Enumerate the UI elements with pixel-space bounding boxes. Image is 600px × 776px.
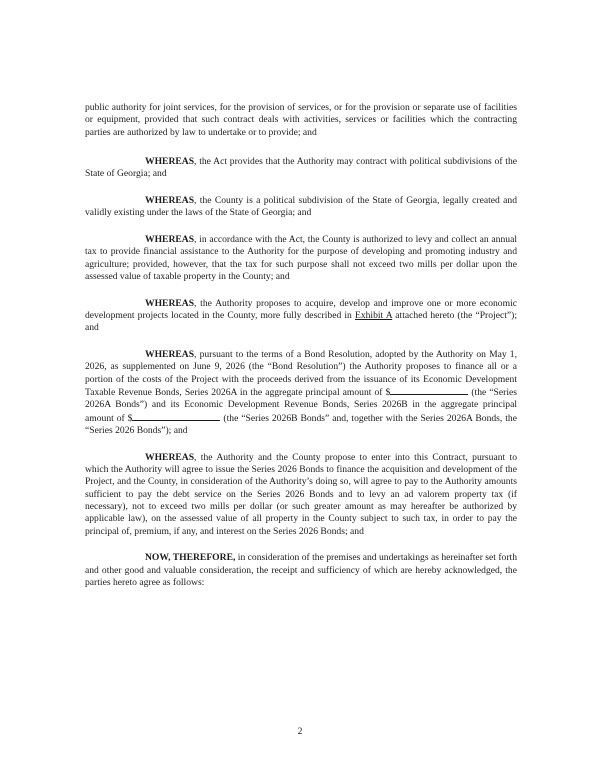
exhibit-a-reference: Exhibit A xyxy=(354,310,393,322)
paragraph-text: , in accordance with the Act, the County is authorized to levy and collect an annual tax to provide financial assistance to the Authority for the purpose of developing and promoting industry and agriculture; provided, however, that the tax for such purpose shall not exceed two mills per dollar upon the assessed value of taxable property in the County; and xyxy=(85,234,517,282)
paragraph-text: , pursuant to the terms of a Bond Resolution, adopted by the Authority on May 1, 2026, as supplemented on June 9, 2026 (the “Bond Resolution”) the Authority proposes to finance all or a portion of the costs of the Project with the proceeds derived from the issuance of its Economic Development Taxable Revenue Bonds, Series 2026A in the aggregate principal amount of $ xyxy=(85,349,517,399)
whereas-paragraph-contract-authority xyxy=(85,156,517,181)
paragraph-text: , the County is a political subdivision of the State of Georgia, legally created and validly existing under the laws of the State of Georgia; and xyxy=(85,194,517,219)
whereas-paragraph-project xyxy=(85,298,517,335)
now-therefore-paragraph xyxy=(85,552,517,589)
whereas-lead: WHEREAS xyxy=(145,297,195,309)
whereas-lead: WHEREAS xyxy=(145,155,195,167)
paragraph-text: , the Authority proposes to acquire, develop and improve one or more economic development projects located in the County, more fully described in xyxy=(85,297,517,322)
paragraph-text: public authority for joint services, for the provision of services, or for the provision or separate use of facilities or equipment, provided that such contract deals with activities, services or facilities which the contracting parties are authorized by law to undertake or to provide; and xyxy=(85,102,517,138)
whereas-paragraph-bond-resolution xyxy=(85,349,517,437)
paragraph-text: , the Authority and the County propose to enter into this Contract, pursuant to which the Authority will agree to issue the Series 2026 Bonds to finance the acquisition and development of the Project, and the County, in consideration of the Authority’s doing so, will agree to pay to the Authority amounts sufficient to pay the debt service on the Series 2026 Bonds and to levy an ad valorem property tax (if necessary), not to exceed two mills per dollar (or such greater amount as may hereafter be authorized by applicable law), on the assessed value of all property in the County subject to such tax, in order to pay the principal of, premium, if any, and interest on the Series 2026 Bonds; and xyxy=(85,451,517,537)
now-therefore-lead: NOW, THEREFORE, xyxy=(145,552,236,564)
paragraph-continuation xyxy=(85,102,517,139)
whereas-paragraph-tax-levy xyxy=(85,234,517,283)
whereas-lead: WHEREAS xyxy=(145,194,195,206)
paragraph-text: in consideration of the premises and undertakings as hereinafter set forth and other good and valuable consideration, the receipt and sufficiency of which are hereby acknowledged, the parties hereto agree as follows: xyxy=(85,552,517,588)
amount-blank-series-2026b xyxy=(132,412,220,421)
paragraph-text: (the “Series 2026A Bonds”) and its Economic Development Revenue Bonds, Series 2026B in the aggregate principal amount of $ xyxy=(85,387,517,424)
whereas-lead: WHEREAS xyxy=(145,234,195,246)
whereas-lead: WHEREAS xyxy=(145,451,195,463)
amount-blank-series-2026a xyxy=(390,386,468,395)
paragraph-text: attached hereto (the “Project”); and xyxy=(85,310,518,334)
whereas-lead: WHEREAS xyxy=(145,349,195,361)
page-number: 2 xyxy=(297,726,303,737)
whereas-paragraph-county-status xyxy=(85,195,517,220)
whereas-paragraph-contract-terms xyxy=(85,452,517,538)
paragraph-text: , the Act provides that the Authority may contract with political subdivisions of the State of Georgia; and xyxy=(85,155,517,180)
paragraph-text: (the “Series 2026B Bonds” and, together with the Series 2026A Bonds, the “Series 2026 Bonds”); and xyxy=(85,412,517,436)
document-body xyxy=(85,102,517,604)
